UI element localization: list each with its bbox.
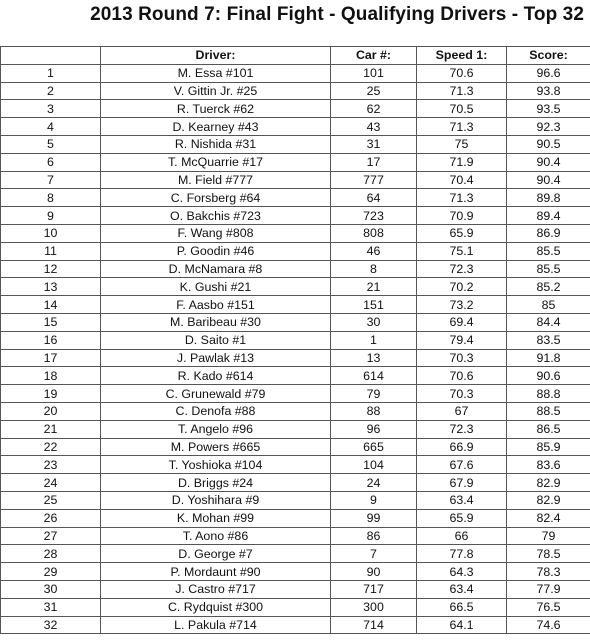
rank-cell: 25 (1, 491, 101, 509)
score-cell: 78.3 (507, 563, 590, 581)
score-cell: 89.4 (507, 207, 590, 225)
table-row (1, 420, 590, 438)
table-row (1, 598, 590, 616)
car-number-cell: 808 (331, 224, 417, 242)
driver-column-header: Driver: (101, 47, 331, 65)
rank-cell: 1 (1, 64, 101, 82)
driver-cell: P. Goodin #46 (101, 242, 331, 260)
speed-cell: 70.5 (417, 100, 507, 118)
car-number-cell: 665 (331, 438, 417, 456)
speed-cell: 70.3 (417, 349, 507, 367)
driver-cell: M. Field #777 (101, 171, 331, 189)
speed-cell: 70.3 (417, 385, 507, 403)
score-cell: 90.4 (507, 171, 590, 189)
table-row (1, 171, 590, 189)
rank-cell: 21 (1, 420, 101, 438)
rank-cell: 10 (1, 224, 101, 242)
speed-cell: 65.9 (417, 509, 507, 527)
car-number-cell: 8 (331, 260, 417, 278)
driver-cell: K. Mohan #99 (101, 509, 331, 527)
driver-cell: J. Pawlak #13 (101, 349, 331, 367)
rank-cell: 31 (1, 598, 101, 616)
car-number-cell: 31 (331, 135, 417, 153)
speed-cell: 64.1 (417, 616, 507, 634)
driver-cell: F. Aasbo #151 (101, 296, 331, 314)
table-row (1, 616, 590, 634)
rank-cell: 30 (1, 580, 101, 598)
rank-cell: 27 (1, 527, 101, 545)
driver-cell: P. Mordaunt #90 (101, 563, 331, 581)
score-cell: 84.4 (507, 313, 590, 331)
car-number-cell: 46 (331, 242, 417, 260)
speed-cell: 72.3 (417, 260, 507, 278)
rank-cell: 26 (1, 509, 101, 527)
rank-cell: 18 (1, 367, 101, 385)
speed-cell: 75.1 (417, 242, 507, 260)
car-number-cell: 7 (331, 545, 417, 563)
car-number-cell: 723 (331, 207, 417, 225)
page-title: 2013 Round 7: Final Fight - Qualifying Drivers - Top 32 (90, 4, 584, 25)
car-number-cell: 777 (331, 171, 417, 189)
score-cell: 88.5 (507, 402, 590, 420)
driver-cell: M. Baribeau #30 (101, 313, 331, 331)
car-number-cell: 104 (331, 456, 417, 474)
table-row (1, 474, 590, 492)
score-cell: 85.9 (507, 438, 590, 456)
table-row (1, 385, 590, 403)
car-number-cell: 101 (331, 64, 417, 82)
driver-cell: C. Denofa #88 (101, 402, 331, 420)
driver-cell: D. George #7 (101, 545, 331, 563)
score-cell: 82.4 (507, 509, 590, 527)
speed-cell: 67.9 (417, 474, 507, 492)
driver-cell: T. McQuarrie #17 (101, 153, 331, 171)
driver-cell: C. Forsberg #64 (101, 189, 331, 207)
speed-cell: 67 (417, 402, 507, 420)
driver-cell: T. Yoshioka #104 (101, 456, 331, 474)
car-number-cell: 90 (331, 563, 417, 581)
score-cell: 76.5 (507, 598, 590, 616)
rank-cell: 6 (1, 153, 101, 171)
table-row (1, 135, 590, 153)
rank-cell: 19 (1, 385, 101, 403)
driver-cell: D. Kearney #43 (101, 118, 331, 136)
score-cell: 96.6 (507, 64, 590, 82)
rank-cell: 3 (1, 100, 101, 118)
speed-cell: 65.9 (417, 224, 507, 242)
speed-cell: 66.5 (417, 598, 507, 616)
rank-cell: 12 (1, 260, 101, 278)
table-row (1, 207, 590, 225)
rank-cell: 17 (1, 349, 101, 367)
speed-cell: 69.4 (417, 313, 507, 331)
score-cell: 90.4 (507, 153, 590, 171)
speed-column-header: Speed 1: (417, 47, 507, 65)
table-row (1, 278, 590, 296)
driver-cell: O. Bakchis #723 (101, 207, 331, 225)
car-number-cell: 714 (331, 616, 417, 634)
rank-cell: 7 (1, 171, 101, 189)
rank-cell: 28 (1, 545, 101, 563)
speed-cell: 71.9 (417, 153, 507, 171)
driver-cell: D. Saito #1 (101, 331, 331, 349)
speed-cell: 73.2 (417, 296, 507, 314)
car-number-cell: 21 (331, 278, 417, 296)
table-row (1, 456, 590, 474)
rank-cell: 4 (1, 118, 101, 136)
car-number-cell: 64 (331, 189, 417, 207)
speed-cell: 77.8 (417, 545, 507, 563)
speed-cell: 63.4 (417, 491, 507, 509)
speed-cell: 79.4 (417, 331, 507, 349)
driver-cell: D. Yoshihara #9 (101, 491, 331, 509)
speed-cell: 66.9 (417, 438, 507, 456)
speed-cell: 70.2 (417, 278, 507, 296)
speed-cell: 66 (417, 527, 507, 545)
score-cell: 85.5 (507, 260, 590, 278)
rank-cell: 2 (1, 82, 101, 100)
table-row (1, 491, 590, 509)
speed-cell: 63.4 (417, 580, 507, 598)
rank-cell: 24 (1, 474, 101, 492)
car-number-cell: 79 (331, 385, 417, 403)
rank-cell: 16 (1, 331, 101, 349)
car-number-cell: 25 (331, 82, 417, 100)
driver-cell: F. Wang #808 (101, 224, 331, 242)
table-row (1, 367, 590, 385)
rank-column-header (1, 47, 101, 65)
table-row (1, 563, 590, 581)
car-number-cell: 86 (331, 527, 417, 545)
table-row (1, 438, 590, 456)
rank-cell: 13 (1, 278, 101, 296)
rank-cell: 32 (1, 616, 101, 634)
driver-cell: V. Gittin Jr. #25 (101, 82, 331, 100)
driver-cell: D. Briggs #24 (101, 474, 331, 492)
driver-cell: T. Angelo #96 (101, 420, 331, 438)
score-cell: 85 (507, 296, 590, 314)
speed-cell: 70.6 (417, 367, 507, 385)
car-number-cell: 151 (331, 296, 417, 314)
driver-cell: R. Nishida #31 (101, 135, 331, 153)
speed-cell: 70.6 (417, 64, 507, 82)
speed-cell: 70.4 (417, 171, 507, 189)
car-column-header: Car #: (331, 47, 417, 65)
speed-cell: 67.6 (417, 456, 507, 474)
rank-cell: 9 (1, 207, 101, 225)
score-cell: 91.8 (507, 349, 590, 367)
rank-cell: 15 (1, 313, 101, 331)
speed-cell: 64.3 (417, 563, 507, 581)
score-cell: 86.9 (507, 224, 590, 242)
rank-cell: 29 (1, 563, 101, 581)
rank-cell: 14 (1, 296, 101, 314)
table-row (1, 509, 590, 527)
car-number-cell: 88 (331, 402, 417, 420)
score-cell: 93.8 (507, 82, 590, 100)
car-number-cell: 43 (331, 118, 417, 136)
table-row (1, 224, 590, 242)
rank-cell: 22 (1, 438, 101, 456)
car-number-cell: 99 (331, 509, 417, 527)
table-row (1, 82, 590, 100)
score-cell: 90.6 (507, 367, 590, 385)
table-row (1, 296, 590, 314)
table-row (1, 64, 590, 82)
score-cell: 74.6 (507, 616, 590, 634)
driver-cell: C. Rydquist #300 (101, 598, 331, 616)
table-row (1, 100, 590, 118)
table-row (1, 545, 590, 563)
table-row (1, 260, 590, 278)
driver-cell: C. Grunewald #79 (101, 385, 331, 403)
driver-cell: J. Castro #717 (101, 580, 331, 598)
table-row (1, 242, 590, 260)
qualifying-table (0, 46, 590, 634)
table-row (1, 527, 590, 545)
speed-cell: 71.3 (417, 189, 507, 207)
table-header-row (1, 47, 590, 65)
speed-cell: 75 (417, 135, 507, 153)
score-cell: 77.9 (507, 580, 590, 598)
score-cell: 90.5 (507, 135, 590, 153)
score-cell: 93.5 (507, 100, 590, 118)
table-row (1, 331, 590, 349)
table-body (1, 64, 590, 634)
driver-cell: R. Kado #614 (101, 367, 331, 385)
driver-cell: K. Gushi #21 (101, 278, 331, 296)
car-number-cell: 24 (331, 474, 417, 492)
car-number-cell: 13 (331, 349, 417, 367)
speed-cell: 71.3 (417, 118, 507, 136)
score-cell: 85.2 (507, 278, 590, 296)
rank-cell: 11 (1, 242, 101, 260)
car-number-cell: 717 (331, 580, 417, 598)
table-row (1, 313, 590, 331)
driver-cell: T. Aono #86 (101, 527, 331, 545)
car-number-cell: 96 (331, 420, 417, 438)
score-cell: 89.8 (507, 189, 590, 207)
rank-cell: 20 (1, 402, 101, 420)
score-cell: 79 (507, 527, 590, 545)
table-row (1, 349, 590, 367)
driver-cell: L. Pakula #714 (101, 616, 331, 634)
car-number-cell: 30 (331, 313, 417, 331)
score-column-header: Score: (507, 47, 590, 65)
score-cell: 86.5 (507, 420, 590, 438)
table-row (1, 189, 590, 207)
driver-cell: M. Powers #665 (101, 438, 331, 456)
rank-cell: 23 (1, 456, 101, 474)
speed-cell: 70.9 (417, 207, 507, 225)
table-row (1, 118, 590, 136)
car-number-cell: 1 (331, 331, 417, 349)
score-cell: 85.5 (507, 242, 590, 260)
car-number-cell: 614 (331, 367, 417, 385)
car-number-cell: 300 (331, 598, 417, 616)
speed-cell: 71.3 (417, 82, 507, 100)
score-cell: 83.6 (507, 456, 590, 474)
rank-cell: 8 (1, 189, 101, 207)
score-cell: 83.5 (507, 331, 590, 349)
rank-cell: 5 (1, 135, 101, 153)
score-cell: 92.3 (507, 118, 590, 136)
speed-cell: 72.3 (417, 420, 507, 438)
score-cell: 82.9 (507, 474, 590, 492)
table-row (1, 402, 590, 420)
driver-cell: M. Essa #101 (101, 64, 331, 82)
driver-cell: D. McNamara #8 (101, 260, 331, 278)
score-cell: 88.8 (507, 385, 590, 403)
table-row (1, 580, 590, 598)
score-cell: 78.5 (507, 545, 590, 563)
score-cell: 82.9 (507, 491, 590, 509)
table-row (1, 153, 590, 171)
driver-cell: R. Tuerck #62 (101, 100, 331, 118)
car-number-cell: 9 (331, 491, 417, 509)
car-number-cell: 62 (331, 100, 417, 118)
car-number-cell: 17 (331, 153, 417, 171)
